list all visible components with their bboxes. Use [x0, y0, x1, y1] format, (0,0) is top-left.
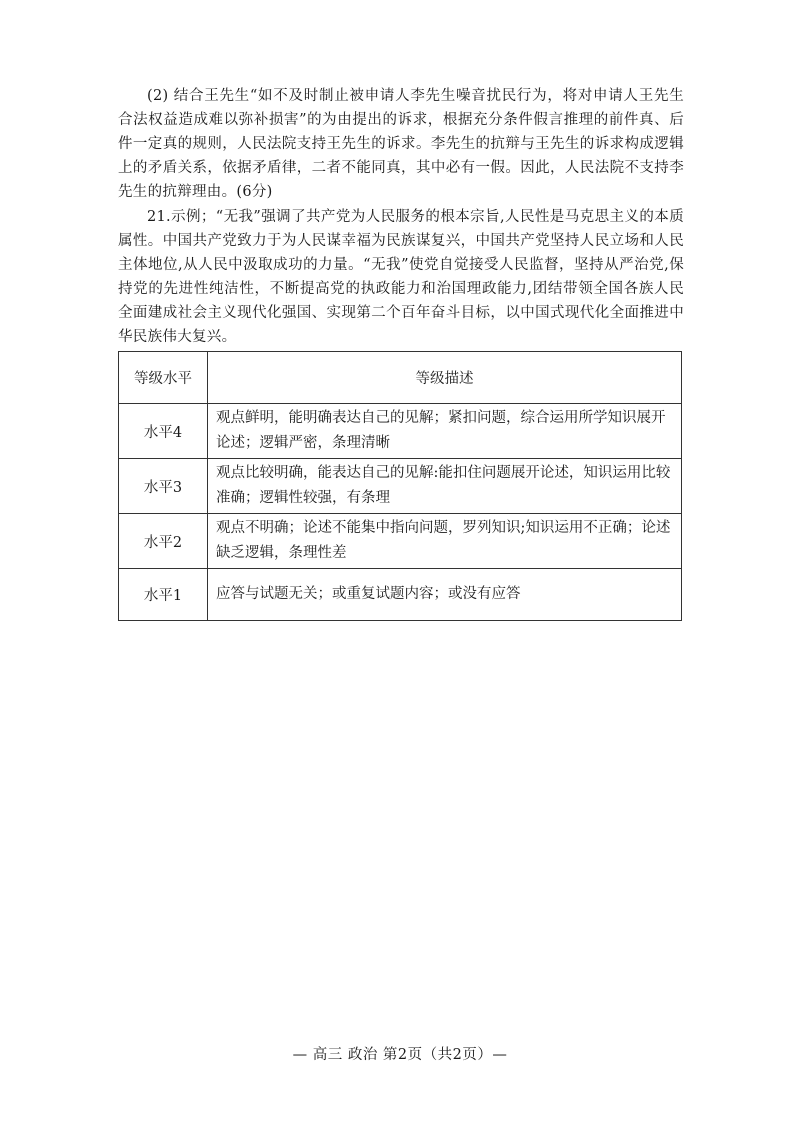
header-description: 等级描述 [208, 352, 682, 404]
description-cell: 观点不明确；论述不能集中指向问题，罗列知识;知识运用不正确；论述缺乏逻辑，条理性差 [208, 514, 682, 569]
level-cell: 水平3 [119, 459, 208, 514]
table-row [119, 459, 682, 514]
table-header-row [119, 352, 682, 404]
level-cell: 水平1 [119, 569, 208, 621]
page-footer: — 高三 政治 第2页（共2页）— [292, 1047, 508, 1063]
description-cell: 观点鲜明，能明确表达自己的见解；紧扣问题，综合运用所学知识展开论述；逻辑严密，条理清晰 [208, 404, 682, 459]
description-cell: 观点比较明确，能表达自己的见解:能扣住问题展开论述，知识运用比较准确；逻辑性较强，有条理 [208, 459, 682, 514]
table-row [119, 404, 682, 459]
level-cell: 水平2 [119, 514, 208, 569]
grading-table [118, 351, 682, 621]
level-cell: 水平4 [119, 404, 208, 459]
table-row [119, 569, 682, 621]
header-level: 等级水平 [119, 352, 208, 404]
answer-paragraph-21: 21.示例；“无我”强调了共产党为人民服务的根本宗旨,人民性是马克思主义的本质属性。中国共产党致力于为人民谋幸福为民族谋复兴，中国共产党坚持人民立场和人民主体地位,从人民中汲取成功的力量。“无我”使党自觉接受人民监督，坚持从严治党,保持党的先进性纯洁性，不断提高党的执政能力和治国理政能力,团结带领全国各族人民全面建成社会主义现代化强国、实现第二个百年奋斗目标，以中国式现代化全面推进中华民族伟大复兴。 [118, 209, 684, 345]
description-cell: 应答与试题无关；或重复试题内容；或没有应答 [208, 569, 682, 621]
table-row [119, 514, 682, 569]
answer-paragraph-2: (2) 结合王先生“如不及时制止被申请人李先生噪音扰民行为，将对申请人王先生合法权益造成难以弥补损害”的为由提出的诉求，根据充分条件假言推理的前件真、后件一定真的规则，人民法院支持王先生的诉求。李先生的抗辩与王先生的诉求构成逻辑上的矛盾关系，依据矛盾律，二者不能同真，其中必有一假。因此，人民法院不支持李先生的抗辩理由。(6分) [118, 88, 684, 200]
